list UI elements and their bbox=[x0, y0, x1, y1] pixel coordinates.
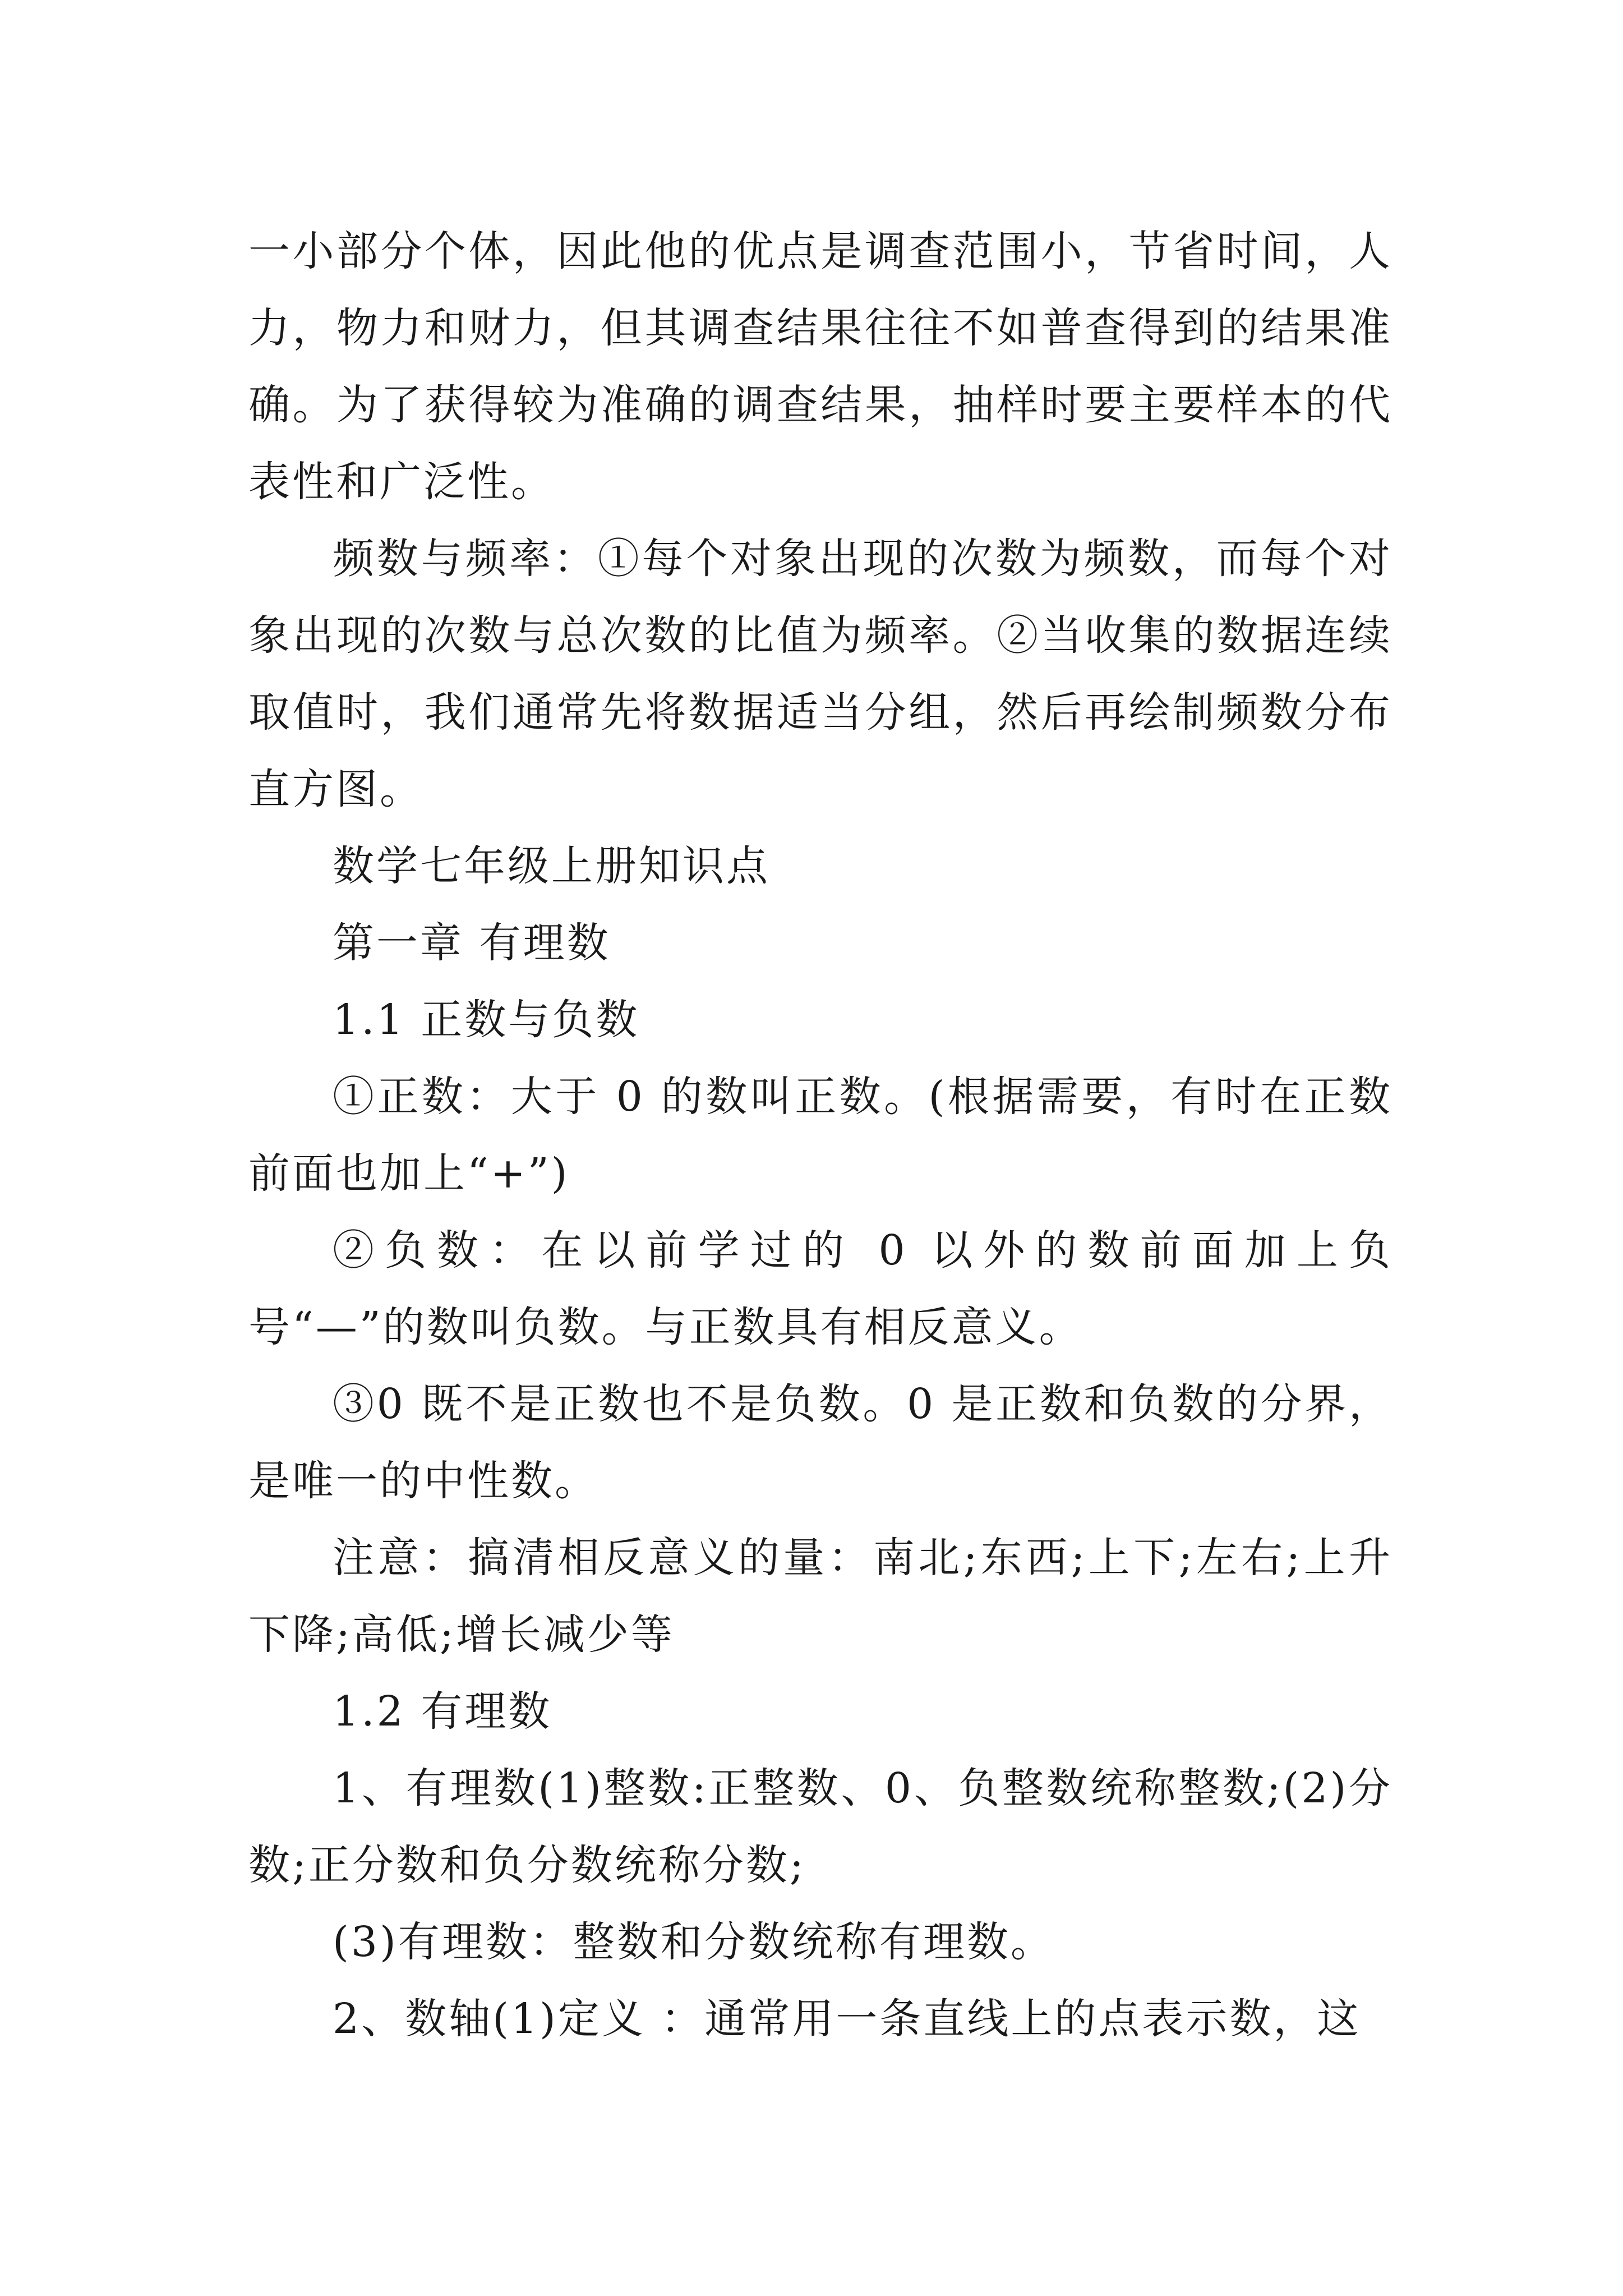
paragraph-rational-integers-fractions: 1、有理数(1)整数:正整数、0、负整数统称整数;(2)分数;正分数和负分数统称分数; bbox=[248, 1764, 1393, 1889]
paragraph-note-opposite-quantities: 注意：搞清相反意义的量：南北;东西;上下;左右;上升下降;高低;增长减少等 bbox=[248, 1534, 1393, 1659]
paragraph-sampling-advantages: 一小部分个体，因此他的优点是调查范围小，节省时间，人力，物力和财力，但其调查结果往往不如普查得到的结果准确。为了获得较为准确的调查结果，抽样时要主要样本的代表性和广泛性。 bbox=[248, 227, 1393, 506]
paragraph-frequency-definition: 频数与频率：①每个对象出现的次数为频数，而每个对象出现的次数与总次数的比值为频率。②当收集的数据连续取值时，我们通常先将数据适当分组，然后再绘制频数分布直方图。 bbox=[248, 535, 1393, 813]
paragraph-rational-definition: (3)有理数：整数和分数统称有理数。 bbox=[333, 1918, 1054, 1966]
subsection-title-positive-negative: 1.1 正数与负数 bbox=[333, 996, 640, 1044]
paragraph-positive-number: ①正数：大于 0 的数叫正数。(根据需要，有时在正数前面也加上“+”) bbox=[248, 1073, 1393, 1198]
subsection-title-rational-numbers: 1.2 有理数 bbox=[333, 1687, 552, 1736]
paragraph-number-line-definition: 2、数轴(1)定义 ：通常用一条直线上的点表示数，这 bbox=[333, 1995, 1361, 2043]
paragraph-zero: ③0 既不是正数也不是负数。0 是正数和负数的分界，是唯一的中性数。 bbox=[248, 1380, 1393, 1505]
section-title-grade7-math: 数学七年级上册知识点 bbox=[333, 842, 770, 890]
chapter-title-rational-numbers: 第一章 有理数 bbox=[333, 919, 611, 967]
paragraph-negative-number: ②负数：在以前学过的 0 以外的数前面加上负号“—”的数叫负数。与正数具有相反意义。 bbox=[248, 1226, 1393, 1351]
document-body bbox=[248, 213, 1393, 2058]
